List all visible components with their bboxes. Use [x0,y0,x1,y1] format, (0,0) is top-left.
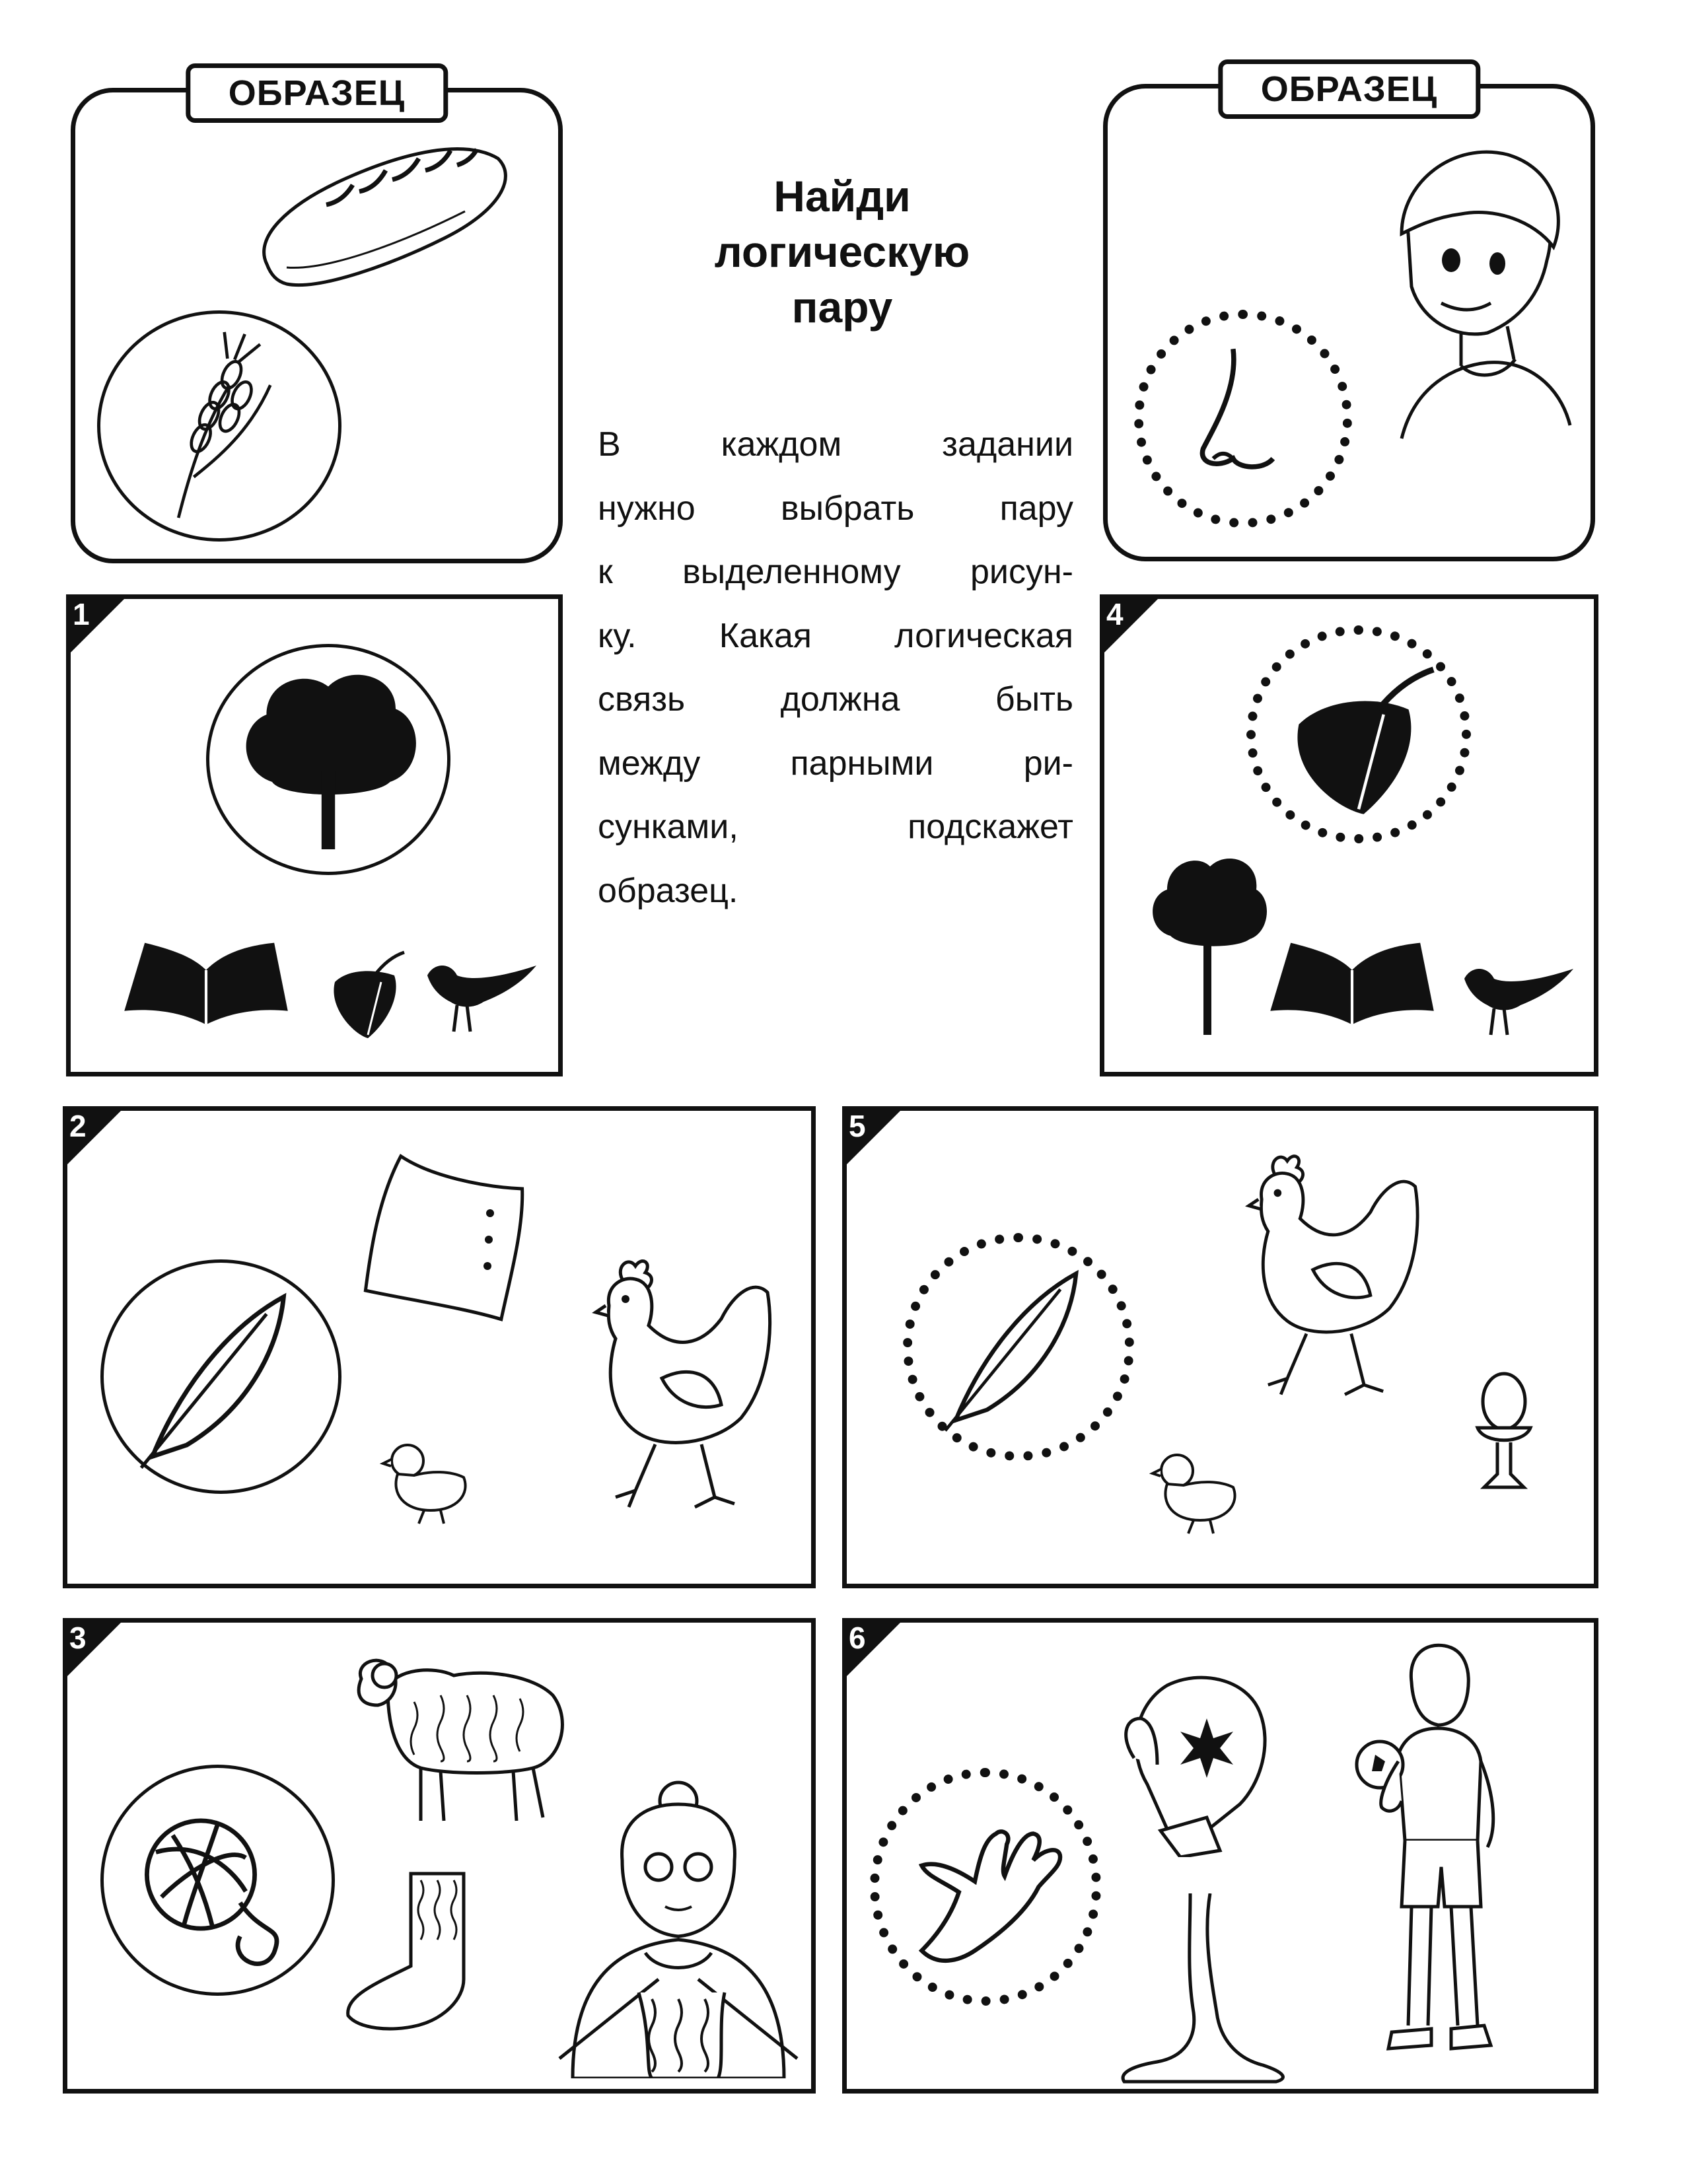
feather-dotted-circle [903,1233,1134,1461]
bird-icon [421,956,540,1035]
leaf-dotted-circle [1246,625,1471,843]
leaf-icon [1256,635,1462,834]
book-icon [117,929,295,1038]
instruction-line: нужно выбрать пару [598,489,1073,528]
instruction-line: ку. Какая логическая [598,616,1073,655]
task-card-2 [63,1106,816,1588]
task-card-5 [842,1106,1598,1588]
feather-icon [104,1263,338,1491]
sample-card-boy [1103,69,1595,561]
tree-icon [209,647,447,872]
instruction-text [598,413,1073,923]
task-number: 2 [69,1109,87,1143]
foot-icon [1111,1893,1309,2085]
task-card-6 [842,1618,1598,2094]
task-number: 4 [1106,597,1124,631]
grandmother-knitting-icon [546,1775,810,2078]
instruction-line: образец. [598,871,738,910]
hen-icon [1223,1147,1428,1418]
wheat-circle [97,310,341,542]
task-number: 1 [73,597,90,631]
feather-circle [100,1259,341,1494]
task-number: 3 [69,1621,87,1655]
wheat-icon [100,314,338,538]
bird-icon [1458,959,1577,1038]
pillow-icon [358,1154,530,1325]
task-card-3 [63,1618,816,2094]
feather-icon [912,1242,1125,1452]
child-with-ball-icon [1352,1629,1504,2078]
chick-icon [378,1434,477,1527]
book-icon [1263,929,1441,1038]
mitten-icon [1108,1659,1293,1857]
yarn-ball-icon [104,1768,332,1992]
page-title [647,168,1037,335]
instruction-line: между парными ри- [598,744,1073,783]
sock-icon [338,1867,483,2039]
bread-icon [247,125,524,297]
instruction-line: связь должна быть [598,680,1073,719]
tree-icon [1144,837,1276,1035]
title-line: логическую [714,227,970,276]
nose-icon [1143,319,1343,518]
chick-icon [1147,1444,1246,1537]
boy-face-icon [1362,135,1573,445]
leaf-icon [322,942,408,1041]
egg-cup-icon [1464,1368,1544,1500]
hand-dotted-circle [870,1768,1101,2006]
tree-circle [206,644,450,875]
instruction-line: В каждом задании [598,425,1073,464]
yarn-circle [100,1765,335,1996]
task-card-1 [66,594,563,1076]
task-number: 6 [849,1621,866,1655]
task-number: 5 [849,1109,866,1143]
hand-icon [879,1777,1092,1996]
title-line: пару [791,283,893,332]
nose-dotted-circle [1134,310,1352,528]
task-card-4 [1100,594,1598,1076]
sample-card-bread [71,73,563,563]
instruction-line: сунками, подскажет [598,808,1073,846]
sample-label: ОБРАЗЕЦ [186,63,448,123]
hen-icon [569,1253,781,1530]
title-line: Найди [773,172,911,221]
sample-label: ОБРАЗЕЦ [1218,59,1480,119]
instruction-line: к выделенному рисун- [598,553,1073,591]
